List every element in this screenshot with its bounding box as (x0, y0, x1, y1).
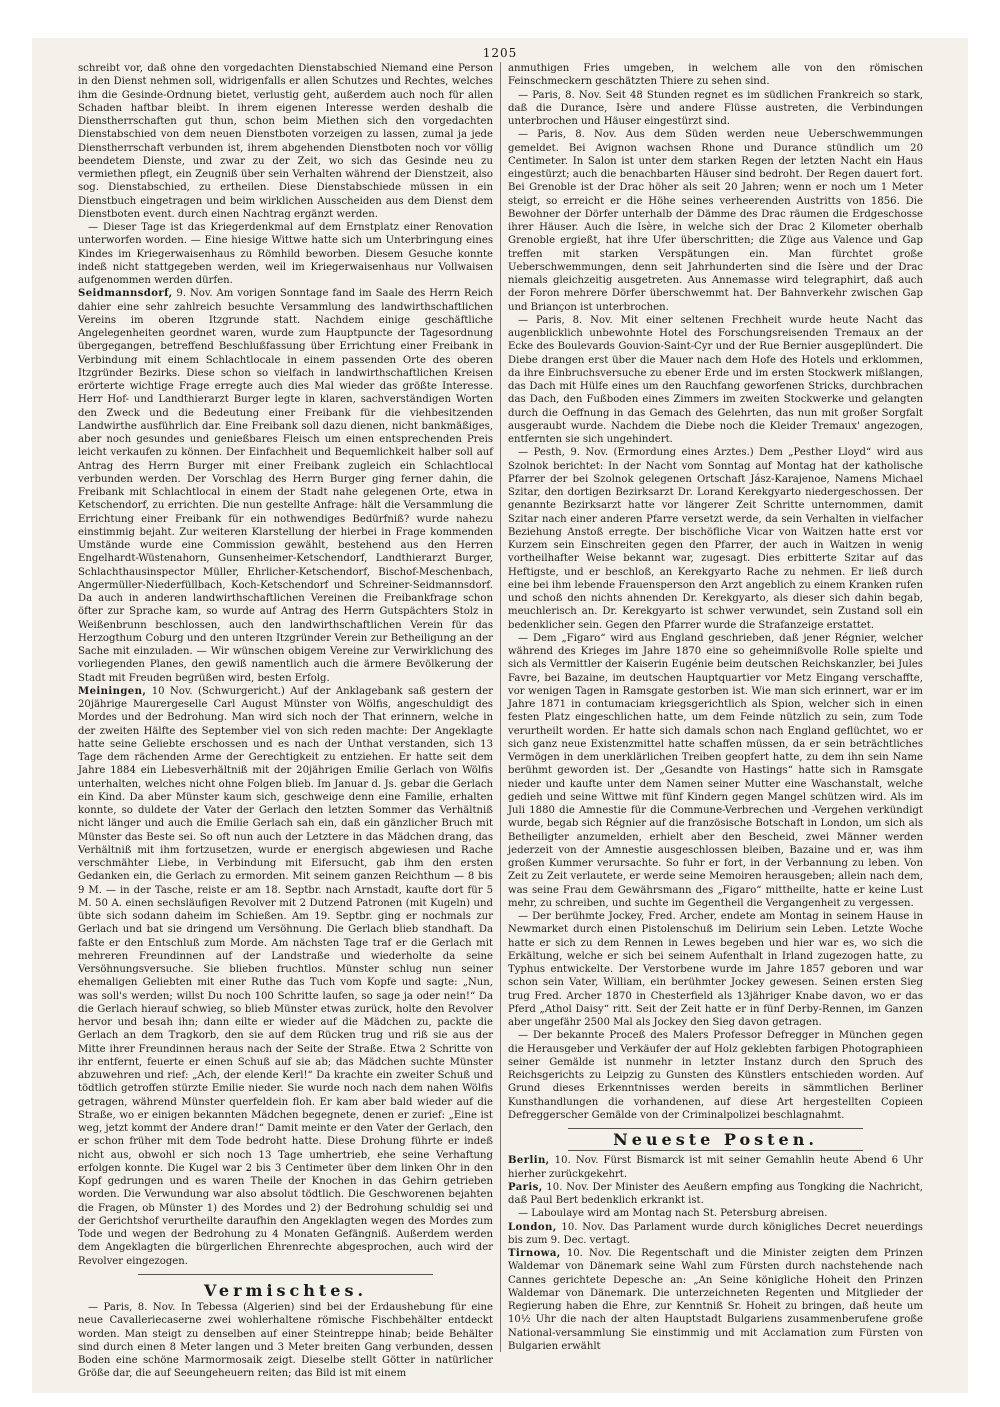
news-item: — Laboulaye wird am Montag nach St. Petersburg abreisen. (518, 1208, 828, 1220)
article-paragraph: — Pesth, 9. Nov. (Ermordung eines Arztes.) Dem „Pesther Lloyd“ wird aus Szolnok berichtet: In der Nacht vom Sonntag auf Montag hat der katholische Pfarrer der bei Szolnok gelegenen Ortschaft Jász-Karajenoe, Namens Michael Szitar, den dortigen Bezirksarzt Dr. Lorand Kerekgyarto niedergeschossen. Der genannte Bezirksarzt hatte vor längerer Zeit Schritte unternommen, damit Szitar nach einer anderen Pfarre versetzt werde, da sein Verhalten in vielfacher Beziehung Anstoß erregte. Der bischöfliche Vicar von Waitzen hatte erst vor Kurzem sein Einschreiten gegen den Pfarrer, der auch in Waitzen in wenig vortheilhafter Weise bekannt war, zugesagt. Dies erbitterte Szitar auf das Heftigste, und er beschloß, an Kerekgyarto Rache zu nehmen. Er ließ durch eine bei ihm lebende Frauensperson den Arzt angeblich zu einem Kranken rufen und schoß den nichts ahnenden Dr. Kerekgyarto, als dieser sich dahin begab, meuchlerisch an. Dr. Kerekgyarto ist schwer verwundet, sein Zustand soll ein bedenklicher sein. Gegen den Pfarrer wurde die Strafanzeige erstattet. (508, 447, 923, 631)
article-text: 10 Nov. (Schwurgericht.) Auf der Anklagebank saß gestern der 20jährige Maurergeselle Carl August Münster von Wölfis, angeschuldigt des Mordes und der Bedrohung. Man wird sich noch der That erinnern, welche in der zweiten Hälfte des September viel von sich reden machte: Der Angeklagte hatte seine Geliebte erschossen und es nach der Unthat verstanden, sich 13 Tage dem rächenden Arme der Gerechtigkeit zu entziehen. Er hatte seit dem Jahre 1884 ein Liebesverhältniß mit der 20jährigen Emilie Gerlach von Wölfis unterhalten, welches nicht ohne Folgen blieb. Im Januar d. Js. gebar die Gerlach ein Kind. Da aber Münster kaum sich, geschweige denn eine Familie, erhalten konnte, so duldete der Vater der Gerlach den letzten Sommer das Verhältniß nicht länger und auch die Emilie Gerlach sah ein, daß ein gänzlicher Bruch mit Münster das Beste sei. So oft nun auch der Letztere in das Mädchen drang, das Verhältniß mit ihm fortzusetzen, wurde er energisch abgewiesen und Rache verschmähter Liebe, in Verbindung mit Eifersucht, gab ihm den ersten Gedanken ein, die Gerlach zu ermorden. Mit seinem ganzen Reichthum — 8 bis 9 M. — in der Tasche, reiste er am 18. Septbr. nach Arnstadt, kaufte dort für 5 M. 50 A. einen sechsläufigen Revolver mit 2 Dutzend Patronen (mit Kugeln) und übte sich sodann daheim im Schießen. Am 19. Septbr. ging er nochmals zur Gerlach und bat sie dringend um Versöhnung. Die Gerlach blieb standhaft. Da faßte er den Entschluß zum Morde. Am nächsten Tage traf er die Gerlach mit mehreren Freundinnen auf der Landstraße und wiederholte da seine Versöhnungsversuche. Sie blieben fruchtlos. Münster schlug nun seiner ehemaligen Geliebten mit einer Ruthe das Tuch vom Kopfe und sagte: „Nun, was soll's werden; willst Du noch 100 Schritte laufen, so sage ja oder nein!“ Da die Gerlach hierauf schwieg, so blieb Münster etwas zurück, holte den Revolver hervor und besah ihn; dann eilte er wieder auf die Mädchen zu, packte die Gerlach an dem Tragkorb, den sie auf dem Rücken trug und riß sie aus der Mitte ihrer Freundinnen heraus nach der Seite der Straße. Etwa 2 Schritte von ihr entfernt, feuerte er einen Schuß auf sie ab; das Mädchen suchte Münster abzuwehren und rief: „Ach, der elende Kerl!“ Da krachte ein zweiter Schuß und tödtlich getroffen stürzte Emilie nieder. Sie wurde noch nach dem nahen Wölfis getragen, während Münster querfeldein floh. Er kam aber bald wieder auf die Straße, wo er einigen bekannten Mädchen begegnete, denen er zurief: „Eine ist weg, jetzt kommt der Andere dran!“ Damit meinte er den Vater der Gerlach, den er schon früher mit dem Tode bedroht hatte. Diese Drohung führte er indeß nicht aus, obwohl er sich noch 13 Tage umhertrieb, ehe seine Verhaftung erfolgen konnte. Die Kugel war 2 bis 3 Centimeter über dem linken Ohr in den Kopf gedrungen und es waren Theile der Knochen in das Gehirn getrieben worden. Die Verwundung war also absolut tödtlich. Die Geschworenen bejahten die Fragen, ob Münster 1) des Mordes und 2) der Bedrohung schuldig sei und der Gerichtshof verurtheilte daraufhin den Angeklagten wegen des Mordes zum Tode und wegen der Bedrohung zu 4 Monaten Gefängniß. Außerdem werden dem Angeklagten die bürgerlichen Ehrenrechte abgesprochen, auch wird der Revolver eingezogen. (78, 685, 493, 1267)
article-paragraph: — Paris, 8. Nov. Mit einer seltenen Frechheit wurde heute Nacht das augenblicklich unbewohnte Hotel des Forschungsreisenden Tremaux an der Ecke des Boulevards Gouvion-Saint-Cyr und der Rue Bernier ausgeplündert. Die Diebe drangen erst über die Mauer nach dem Hofe des Hotels und erklommen, da ihre Einbruchsversuche zu ebener Erde und im ersten Stockwerk mißlangen, das Dach mit Hülfe eines um den Rauchfang geworfenen Stricks, durchbrachen das Dach, den Fußboden eines Zimmers im zweiten Stockwerke und gelangten durch die Oeffnung in das Gemach des Gelehrten, das nun mit großer Sorgfalt ausgeraubt wurde. Nachdem die Diebe noch die Kleider Tremaux' angezogen, entfernten sie sich ungehindert. (508, 314, 923, 445)
left-column (78, 62, 493, 1380)
section-divider (138, 1274, 433, 1275)
article-paragraph: — Paris, 8. Nov. Aus dem Süden werden neue Ueberschwemmungen gemeldet. Bei Avignon wachsen Rhone und Durance stündlich um 20 Centimeter. In Salon ist unter dem starken Regen der letzten Nacht ein Haus eingestürzt; auch die benachbarten Häuser sind bedroht. Der Regen dauert fort. Bei Grenoble ist der Drac höher als seit 20 Jahren; wenn er noch um 1 Meter steigt, so erreicht er die Höhe seines verheerenden Austritts von 1856. Die Bewohner der Dörfer unterhalb der Dämme des Drac räumen die Erdgeschosse ihrer Häuser. Auch die Isère, in welche sich der Drac 2 Kilometer oberhalb Grenoble ergießt, hat ihre Ufer überschritten; die Züge aus Valence und Gap treffen mit starken Verspätungen ein. Man fürchtet große Ueberschwemmungen, denn seit Jahrhunderten sind die Isère und der Drac niemals gleichzeitig ausgetreten. Aus Annemasse wird telegraphirt, daß auch der Foron mehrere Dörfer überschwemmt hat. Der Bahnverkehr zwischen Gap und Briançon ist unterbrochen. (508, 129, 923, 313)
article-paragraph: — Paris, 8. Nov. Seit 48 Stunden regnet es im südlichen Frankreich so stark, daß die Durance, Isère und andere Flüsse austreten, die Verbindungen unterbrochen und Häuser eingestürzt sind. (508, 89, 923, 127)
article-text: 9. Nov. Am vorigen Sonntage fand im Saale des Herrn Reich dahier eine sehr zahlreich besuchte Versammlung des landwirthschaftlichen Vereins im oberen Itzgrunde statt. Nachdem einige geschäftliche Angelegenheiten geordnet waren, wurde zum Hauptpuncte der Tagesordnung übergegangen, betreffend Beschlußfassung über Errichtung einer Freibank in Verbindung mit einem Schlachtlocale in einem passenden Orte des oberen Itzgründer Bezirks. Diese schon so vielfach in landwirthschaftlichen Kreisen erörterte wichtige Frage erregte auch dies Mal wieder das größte Interesse. Herr Hof- und Landthierarzt Burger legte in klaren, sachverständigen Worten den Zweck und die Bedeutung einer Freibank für die viehbesitzenden Landwirthe ausführlich dar. Eine Freibank soll dazu dienen, nicht bankmäßiges, aber noch gesundes und genießbares Fleisch um einen entsprechenden Preis leicht verkaufen zu können. Der Einfachheit und Bequemlichkeit halber soll auf Antrag des Herrn Burger mit einer Freibank zugleich ein Schlachtlocal verbunden werden. Der Vorschlag des Herrn Burger ging ferner dahin, die Freibank mit Schlachtlocal in einem der Stadt nahe gelegenen Orte, etwa in Ketschendorf, zu errichten. Die nun gestellte Anfrage: hält die Versammlung die Errichtung einer Freibank für ein nothwendiges Bedürfniß? wurde nahezu einstimmig bejaht. Zur weiteren Klarstellung der hierbei in Frage kommenden Umstände wurde eine Commission gewählt, bestehend aus den Herren Engelhardt-Wüstenahorn, Gunsenheimer-Ketschendorf, Landthierarzt Burger, Schlachthausinspector Müller, Ehrlicher-Ketschendorf, Bischof-Meschenbach, Angermüller-Niederfüllbach, Koch-Ketschendorf und Schreiner-Seidmannsdorf. Da auch in anderen landwirthschaftlichen Vereinen die Freibankfrage schon öfter zur Sprache kam, so wurde auf Antrag des Herrn Gutspächters Stolz in Weißenbrunn beschlossen, auch den landwirthschaftlichen Verein für das Herzogthum Coburg und den unteren Itzgründer Verein zur Betheiligung an der Sache mit einzuladen. — Wir wünschen obigem Vereine zur Verwirklichung des vorliegenden Planes, den gewiß namentlich auch die ärmere Bevölkerung der Stadt mit Freuden begrüßen wird, besten Erfolg. (78, 288, 493, 684)
article-paragraph: — Paris, 8. Nov. In Tebessa (Algerien) sind bei der Erdaushebung für eine neue Cavalleriecaserne zwei wohlerhaltene römische Fischbehälter entdeckt worden. Man steigt zu denselben auf einer Steintreppe hinab; beide Behälter sind durch einen 8 Meter langen und 3 Meter breiten Gang verbunden, dessen Boden eine schöne Marmormosaik zeigt. Dieselbe stellt Götter in natürlicher Größe dar, die auf Seeungeheuern reiten; das Bild ist mit einem (78, 1302, 493, 1380)
article-paragraph: anmuthigen Fries umgeben, in welchem alle von den römischen Feinschmeckern geschätzten Thiere zu sehen sind. (508, 63, 923, 88)
article-text: 10. Nov. Fürst Bismarck ist mit seiner Gemahlin heute Abend 6 Uhr hierher zurückgekehrt. (508, 1155, 923, 1180)
article-text: 10. Nov. Das Parlament wurde durch königliches Decret neuerdings bis zum 9. Dec. vertagt. (508, 1221, 923, 1246)
article-text: 10. Nov. Der Minister des Aeußern empfing aus Tongking die Nachricht, daß Paul Bert bedenklich erkrankt ist. (508, 1181, 923, 1206)
article-paragraph (78, 685, 493, 1268)
column-divider (500, 62, 501, 1352)
dateline-place: Paris, (508, 1181, 543, 1193)
dateline-place: Berlin, (508, 1155, 550, 1167)
article-paragraph: schreibt vor, daß ohne den vorgedachten Dienstabschied Niemand eine Person in den Dienst nehmen soll, widrigenfalls er allen Schutzes und Rechtes, welches ihm die Gesinde-Ordnung bietet, verlustig geht, außerdem auch noch für allen Schaden haftbar bleibt. In ihrem eigenen Interesse werden deshalb die Dienstherrschaften gut thun, schon beim Miethen sich den vorgedachten Dienstabschied von dem neuen Dienstboten vorzeigen zu lassen, zumal ja jede Dienstherrschaft verbunden ist, ihrem abgehenden Dienstboten noch vor völlig beendetem Dienste, und zwar zu der Zeit, wo sich das Gesinde neu zu vermiethen pflegt, ein Zeugniß über sein Verhalten während der Dienstzeit, also sog. Dienstabschied, zu ertheilen. Diese Dienstabschiede müssen in ein Dienstbuch eingetragen und beim wirklichen Ausscheiden aus dem Dienst dem Dienstboten event. durch einen Nachtrag ergänzt werden. (78, 63, 493, 220)
dateline-place: Tirnowa, (508, 1248, 561, 1259)
news-item (508, 1221, 923, 1248)
news-item (508, 1154, 923, 1181)
section-divider (568, 1150, 863, 1151)
section-heading: Neueste Posten. (613, 1130, 818, 1149)
article-paragraph: — Der berühmte Jockey, Fred. Archer, endete am Montag in seinem Hause in Newmarket durch einen Pistolenschuß im Delirium sein Leben. Letzte Woche hatte er sich zu dem Rennen in Lewes begeben und hier war es, wo sich die Erkältung, welche er sich bei seinem Aufenthalt in Irland zugezogen hatte, zu Typhus entwickelte. Der Verstorbene wurde im Jahre 1857 geboren und war schon sein Vater, William, ein berühmter Jockey gewesen. Seinen ersten Sieg trug Fred. Archer 1870 in Chesterfield als 13jähriger Knabe davon, wo er das Pferd „Athol Daisy“ ritt. Seit der Zeit hatte er in fünf Derby-Rennen, im Ganzen aber ungefähr 2500 Mal als Jockey den Sieg davon getragen. (508, 911, 923, 1028)
dateline-place: Meiningen, (78, 685, 147, 697)
dateline-place: Seidmannsdorf, (78, 288, 173, 300)
article-paragraph: — Der bekannte Proceß des Malers Professor Defregger in München gegen die Herausgeber und Verkäufer der auf Holz geklebten farbigen Photographieen seiner Gemälde ist nunmehr in letzter Instanz durch den Spruch des Reichsgerichts zu Leipzig zu Gunsten des Künstlers entschieden worden. Auf Grund dieses Erkenntnisses werden bereits in sämmtlichen Berliner Kunsthandlungen die vorhandenen, auf diese Art hergestellten Copieen Defreggerscher Gemälde von der Criminalpolizei beschlagnahmt. (508, 1030, 923, 1121)
news-item (508, 1247, 923, 1353)
section-heading: Vermischtes. (203, 1280, 368, 1300)
section-divider (568, 1128, 863, 1129)
article-paragraph: — Dem „Figaro“ wird aus England geschrieben, daß jener Régnier, welcher während des Krieges im Jahre 1870 eine so geheimnißvolle Rolle spielte und sich als Vermittler der Kaiserin Eugénie beim deutschen Reichskanzler, bei Jules Favre, bei Bazaine, im deutschen Hauptquartier vor Metz Eingang verschaffte, vor wenigen Tagen in Ramsgate gestorben ist. Wie man sich erinnert, war er im Jahre 1871 in contumaciam kriegsgerichtlich als Spion, welcher sich in einen festen Platz eingeschlichen hatte, um dem Feinde nützlich zu sein, zum Tode verurtheilt worden. Er hatte sich damals schon nach England geflüchtet, wo er sich ganz neue Existenzmittel hatte schaffen müssen, da er sein beträchtliches Vermögen in dem unerklärlichen Treiben geopfert hatte, zu dem ihn sein Name berühmt geworden ist. Der „Gesandte von Hastings“ hatte sich in Ramsgate nieder und kaufte unter dem Namen seiner Mutter eine Waschanstalt, welche gedieh und seine Wittwe mit fünf Kindern gegen Mangel schützen wird. Als im Juli 1880 die Amnestie für die Commune-Verbrechen und -Vergehen verkündigt wurde, begab sich Régnier auf die französische Botschaft in London, um sich als Betheiligter anzumelden, erhielt aber den Bescheid, zwei Männer werden jederzeit von der Amnestie ausgeschlossen bleiben, Bazaine und er, was ihm großen Kummer verursachte. So fuhr er fort, in der Verbannung zu leben. Von Zeit zu Zeit verlautete, er werde seine Memoiren herausgeben; allein nach dem, was seine Frau dem Gewährsmann des „Figaro“ mittheilte, hatte er keine Lust mehr, zu schreiben, und suchte im Gegentheil die Vergangenheit zu vergessen. (508, 632, 923, 909)
right-column (508, 62, 923, 1362)
article-paragraph: — Dieser Tage ist das Kriegerdenkmal auf dem Ernstplatz einer Renovation unterworfen worden. — Eine hiesige Wittwe hatte sich um Unterbringung eines Kindes im Kriegerwaisenhaus zu Römhild beworben. Diesem Gesuche konnte indeß nicht stattgegeben werden, weil im Kriegerwaisenhaus nur Vollwaisen aufgenommen werden dürfen. (78, 222, 493, 286)
page-number: 1205 (482, 46, 518, 60)
article-text: 10. Nov. Die Regentschaft und die Minister zeigten dem Prinzen Waldemar von Dänemark seine Wahl zum Fürsten durch nachstehende nach Cannes gerichtete Depesche an: „An Seine königliche Hoheit den Prinzen Waldemar von Dänemark. Die unterzeichneten Regenten und Mitglieder der Regierung haben die Ehre, zur Kenntniß Sr. Hoheit zu bringen, daß heute um 10½ Uhr die nach der alten Hauptstadt Bulgariens zusammenberufene große National-versammlung Sie einstimmig und mit Acclamation zum Fürsten von Bulgarien erwählt (508, 1248, 923, 1352)
article-paragraph (78, 287, 493, 685)
news-item (508, 1181, 923, 1208)
dateline-place: London, (508, 1221, 557, 1233)
